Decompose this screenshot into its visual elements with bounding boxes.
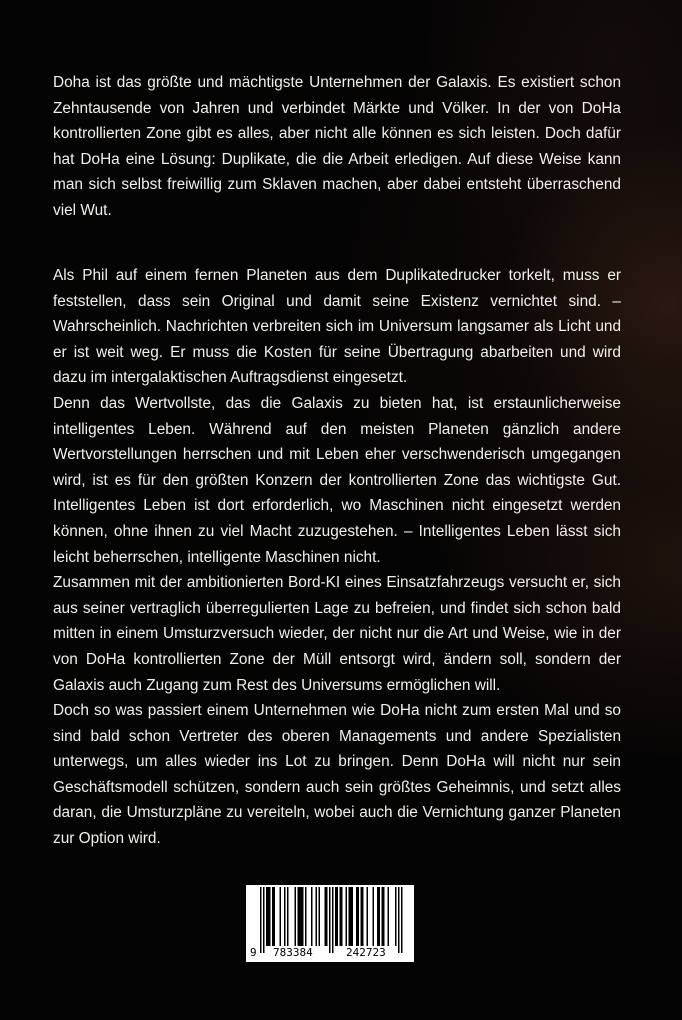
- barcode-bar: [329, 887, 331, 953]
- barcode-bar: [325, 887, 327, 946]
- barcode-bar: [280, 887, 282, 946]
- barcode-bar: [346, 887, 348, 946]
- barcode-bar: [358, 887, 360, 946]
- barcode-bar: [379, 887, 381, 946]
- barcode-bar: [352, 887, 354, 946]
- barcode-bar: [337, 887, 339, 946]
- isbn-barcode: [246, 885, 414, 962]
- barcode-bar: [272, 887, 274, 946]
- barcode-bar: [284, 887, 286, 946]
- barcode-bar: [305, 887, 307, 946]
- barcode-bar: [295, 887, 297, 946]
- barcode-bar: [350, 887, 352, 946]
- barcode-bar: [362, 887, 364, 946]
- barcode-bar: [332, 887, 334, 953]
- isbn-digits: [246, 945, 414, 961]
- isbn-digit-left-group: 783384: [273, 946, 313, 959]
- barcode-bar: [319, 887, 321, 946]
- barcode-bar: [361, 887, 363, 946]
- barcode-bar: [395, 887, 397, 946]
- barcode-bar: [388, 887, 390, 946]
- barcode-bar: [401, 887, 403, 953]
- barcode-bar: [377, 887, 379, 946]
- barcode-bar: [263, 887, 265, 953]
- barcode-bar: [335, 887, 337, 946]
- barcode-bar: [301, 887, 303, 946]
- barcode-bar: [340, 887, 342, 946]
- story-paragraph: Doch so was passiert einem Unternehmen wie DoHa nicht zum ersten Mal und so sind bald schon Vertreter des oberen Managements und andere Spezialisten unterwegs, um alles wieder ins Lot zu bringen. Denn DoHa will nicht nur sein Geschäftsmodell schützen, sondern auch sein größtes Geheimnis, und setzt alles daran, die Umsturzpläne zu vereiteln, wobei auch die Vernichtung ganzer Planeten zur Option wird.: [53, 702, 621, 848]
- barcode-bar: [266, 887, 268, 946]
- isbn-digit-prefix: 9: [250, 946, 257, 959]
- barcode-bar: [383, 887, 385, 946]
- intro-paragraph: Doha ist das größte und mächtigste Unternehmen der Galaxis. Es existiert schon Zehntausende von Jahren und verbindet Märkte und Völker. In der von DoHa kontrollierten Zone gibt es alles, aber nicht alle können es sich leisten. Doch dafür hat DoHa eine Lösung: Duplikate, die die Arbeit erledigen. Auf diese Weise kann man sich selbst freiwillig zum Sklaven machen, aber dabei entsteht überraschend viel Wut.: [53, 74, 621, 219]
- barcode-bar: [299, 887, 301, 946]
- barcode-bar: [302, 887, 304, 946]
- barcode-bar: [382, 887, 384, 946]
- isbn-digit-right-group: 242723: [346, 946, 386, 959]
- barcode-bar: [326, 887, 328, 946]
- barcode-bar: [287, 887, 289, 946]
- barcode-bar: [316, 887, 318, 946]
- barcode-bar: [268, 887, 270, 946]
- barcode-bar: [367, 887, 369, 946]
- story-paragraph: Zusammen mit der ambitionierten Bord-KI eines Einsatzfahrzeugs versucht er, sich aus seiner vertraglich überregulierten Lage zu befreien, und findet sich schon bald mitten in einem Umsturzversuch wieder, der nicht nur die Art und Weise, wie in der von DoHa kontrollierten Zone der Müll entsorgt wird, ändern soll, sondern der Galaxis auch Zugang zum Rest des Universums ermöglichen will.: [53, 574, 621, 694]
- story-paragraph: Denn das Wertvollste, das die Galaxis zu bieten hat, ist erstaunlicherweise intelligentes Leben. Während auf den meisten Planeten gänzlich andere Wertvorstellungen herrschen und mit Leben eher verschwenderisch umgegangen wird, ist es für den größten Konzern der kontrollierten Zone das wichtigste Gut. Intelligentes Leben ist dort erforderlich, wo Maschinen nicht eingesetzt werden können, ohne ihnen zu viel Macht zuzugestehen. – Intelligentes Leben lässt sich leicht beherrschen, intelligente Maschinen nicht.: [53, 394, 621, 566]
- story-paragraph: Als Phil auf einem fernen Planeten aus dem Duplikatedrucker torkelt, muss er feststellen, dass sein Original und damit seine Existenz vernichtet sind. – Wahrscheinlich. Nachrichten verbreiten sich im Universum langsamer als Licht und er ist weit weg. Er muss die Kosten für seine Übertragung abarbeiten und wird dazu im intergalaktischen Auftragsdienst eingesetzt.: [53, 267, 621, 387]
- barcode-bar: [341, 887, 343, 946]
- barcode-bar: [349, 887, 351, 946]
- barcode-bar: [298, 887, 300, 946]
- story-blurb: [53, 263, 621, 852]
- intro-blurb: [53, 70, 621, 224]
- barcode-bar: [260, 887, 262, 953]
- barcode-bar: [398, 887, 400, 953]
- barcode-bar: [274, 887, 276, 946]
- barcode-bar: [356, 887, 358, 946]
- barcode-bar: [269, 887, 271, 946]
- barcode-bar: [373, 887, 375, 946]
- barcode-bar: [311, 887, 313, 946]
